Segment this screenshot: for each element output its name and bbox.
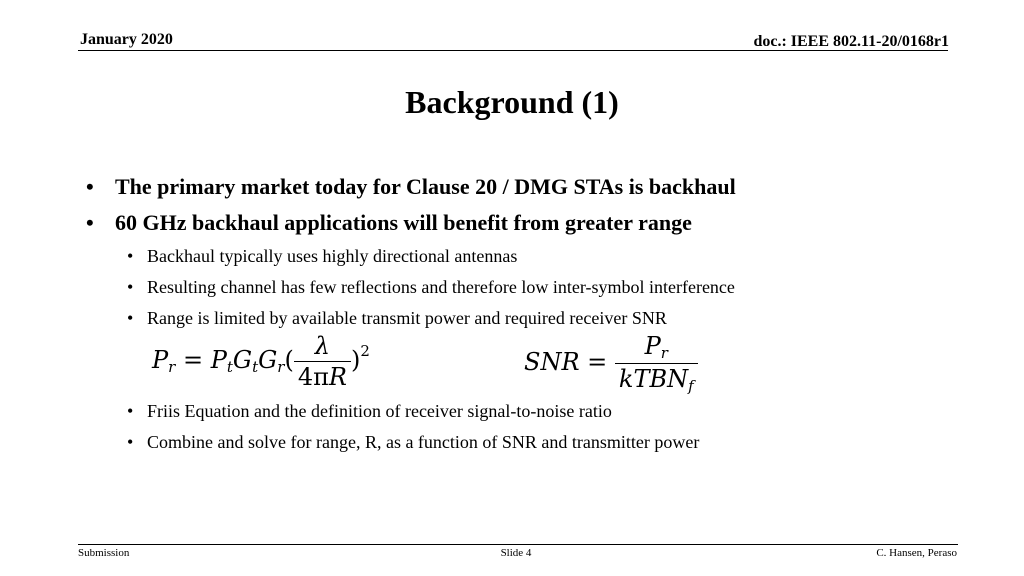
eq-numerator: λ <box>294 332 351 362</box>
eq-paren: ) <box>350 346 361 374</box>
bullet-text: Combine and solve for range, R, as a function of SNR and transmitter power <box>147 432 700 452</box>
slide-title: Background (1) <box>405 84 619 120</box>
eq-symbol: SNR <box>524 348 580 376</box>
eq-symbol: R <box>328 363 347 391</box>
bullet-text: Friis Equation and the definition of receiver signal-to-noise ratio <box>147 401 612 421</box>
eq-symbol: kTBN <box>618 365 689 393</box>
friis-equation <box>152 332 370 391</box>
eq-subscript: r <box>277 358 285 376</box>
eq-subscript: f <box>688 377 694 395</box>
bullet-text: 60 GHz backhaul applications will benefit from greater range <box>115 210 692 235</box>
footer-slide-number: Slide 4 <box>500 547 532 559</box>
bullet-icon: • <box>127 432 134 452</box>
eq-symbol: P <box>210 346 227 374</box>
bullet-text: Range is limited by available transmit power and required receiver SNR <box>147 308 667 328</box>
eq-subscript: r <box>168 358 176 376</box>
eq-const: 4π <box>297 363 329 391</box>
eq-numerator <box>615 332 698 364</box>
eq-symbol: G <box>258 346 278 374</box>
eq-symbol: P <box>644 332 661 360</box>
header-divider <box>78 50 948 51</box>
eq-subscript: t <box>252 358 259 376</box>
eq-symbol: P <box>152 346 169 374</box>
bullet-icon: • <box>127 308 134 328</box>
footer-divider <box>78 544 958 545</box>
header-doc-id: doc.: IEEE 802.11-20/0168r1 <box>753 33 949 50</box>
eq-denominator <box>615 364 698 395</box>
bullet-text: The primary market today for Clause 20 / DMG STAs is backhaul <box>115 174 736 199</box>
bullet-icon: • <box>127 401 134 421</box>
header-date: January 2020 <box>80 31 173 48</box>
bullet-icon: • <box>127 277 134 297</box>
eq-fraction <box>294 332 351 391</box>
eq-fraction <box>615 332 698 395</box>
footer-submission: Submission <box>78 547 130 559</box>
eq-symbol: G <box>232 346 253 374</box>
eq-subscript: r <box>660 344 668 362</box>
eq-operator: = <box>587 348 608 376</box>
eq-denominator <box>294 362 351 391</box>
snr-equation <box>524 332 698 395</box>
bullet-text: Backhaul typically uses highly directional antennas <box>147 246 518 266</box>
bullet-icon: • <box>127 246 134 266</box>
footer-authors: C. Hansen, Peraso <box>876 547 957 559</box>
bullet-text: Resulting channel has few reflections and therefore low inter-symbol interference <box>147 277 735 297</box>
eq-subscript: t <box>226 358 233 376</box>
eq-operator: = <box>182 346 204 374</box>
eq-paren: ( <box>284 346 294 374</box>
bullet-icon: • <box>86 174 94 199</box>
eq-exponent: 2 <box>360 342 370 360</box>
bullet-icon: • <box>86 210 94 235</box>
